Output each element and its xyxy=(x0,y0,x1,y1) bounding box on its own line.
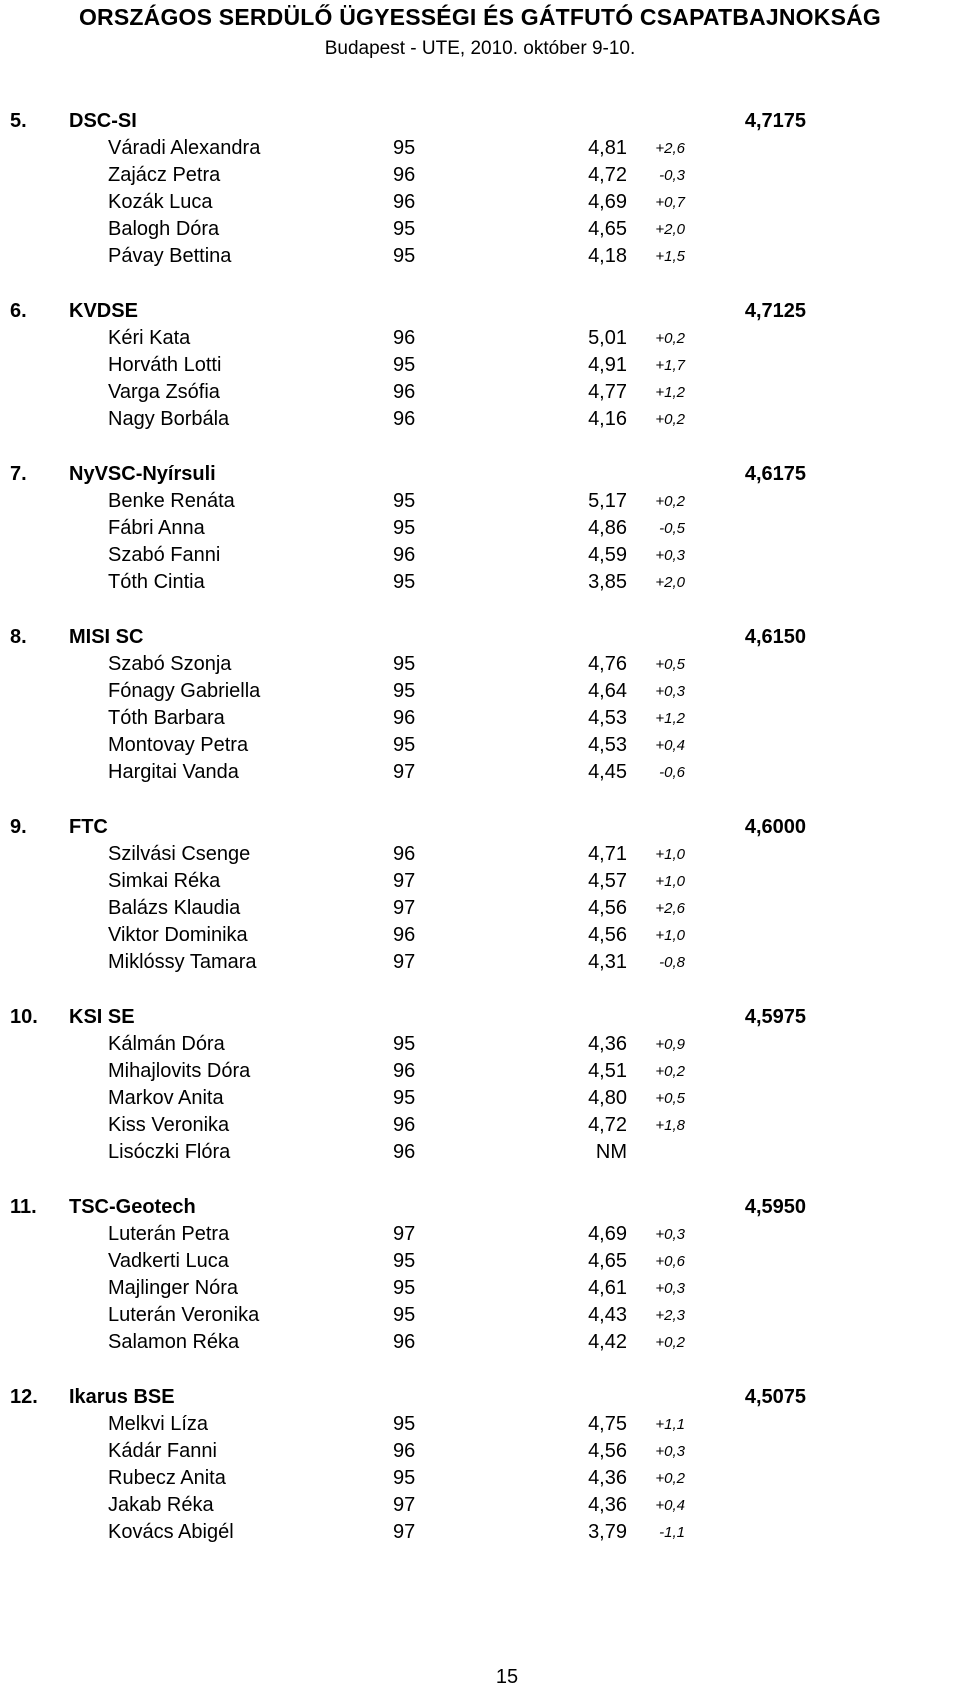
team-block xyxy=(0,624,960,786)
team-score: 4,5975 xyxy=(744,1006,806,1028)
athlete-birth-year: 97 xyxy=(393,1223,416,1245)
athlete-row xyxy=(0,542,960,569)
athlete-name: Majlinger Nóra xyxy=(108,1277,239,1299)
athlete-row xyxy=(0,1302,960,1329)
athlete-result: 4,53 xyxy=(588,734,627,756)
athlete-result: NM xyxy=(595,1141,627,1163)
team-name: MISI SC xyxy=(69,626,144,648)
athlete-birth-year: 95 xyxy=(393,1087,416,1109)
athlete-wind: +1,2 xyxy=(655,710,685,727)
athlete-wind: +0,4 xyxy=(655,737,685,754)
athlete-wind: -0,5 xyxy=(659,520,685,537)
athlete-wind: +1,7 xyxy=(655,357,685,374)
athlete-wind: +0,2 xyxy=(655,411,685,428)
team-block xyxy=(0,1004,960,1166)
athlete-row xyxy=(0,325,960,352)
athlete-result: 4,81 xyxy=(588,137,627,159)
athlete-wind: +2,0 xyxy=(655,574,685,591)
page-number: 15 xyxy=(495,1666,519,1688)
athlete-birth-year: 95 xyxy=(393,571,416,593)
athlete-result: 4,71 xyxy=(588,843,627,865)
athlete-row xyxy=(0,1058,960,1085)
athlete-name: Markov Anita xyxy=(108,1087,224,1109)
athlete-name: Tóth Cintia xyxy=(108,571,205,593)
team-block xyxy=(0,461,960,596)
athlete-wind: +0,2 xyxy=(655,1063,685,1080)
athlete-wind: +0,2 xyxy=(655,493,685,510)
athlete-result: 4,18 xyxy=(588,245,627,267)
athlete-birth-year: 95 xyxy=(393,218,416,240)
athlete-wind: +0,3 xyxy=(655,1226,685,1243)
athlete-row xyxy=(0,1411,960,1438)
athlete-result: 4,36 xyxy=(588,1033,627,1055)
athlete-wind: +1,2 xyxy=(655,384,685,401)
team-name: NyVSC-Nyírsuli xyxy=(69,463,216,485)
athlete-birth-year: 96 xyxy=(393,1114,416,1136)
athlete-row xyxy=(0,895,960,922)
athlete-row xyxy=(0,1085,960,1112)
team-rank: 12. xyxy=(10,1386,38,1408)
document-subtitle: Budapest - UTE, 2010. október 9-10. xyxy=(324,38,636,59)
athlete-row xyxy=(0,1438,960,1465)
team-block xyxy=(0,108,960,270)
athlete-wind: +2,6 xyxy=(655,900,685,917)
athlete-result: 4,76 xyxy=(588,653,627,675)
athlete-result: 4,72 xyxy=(588,1114,627,1136)
athlete-result: 4,36 xyxy=(588,1467,627,1489)
athlete-birth-year: 95 xyxy=(393,1250,416,1272)
team-header xyxy=(0,1384,960,1411)
athlete-row xyxy=(0,1139,960,1166)
team-header xyxy=(0,108,960,135)
athlete-wind: -1,1 xyxy=(659,1524,685,1541)
team-name: KSI SE xyxy=(69,1006,135,1028)
team-score: 4,7125 xyxy=(744,300,806,322)
athlete-birth-year: 96 xyxy=(393,327,416,349)
team-name: DSC-SI xyxy=(69,110,137,132)
team-score: 4,6000 xyxy=(744,816,806,838)
athlete-row xyxy=(0,1329,960,1356)
athlete-birth-year: 95 xyxy=(393,734,416,756)
athlete-name: Horváth Lotti xyxy=(108,354,222,376)
athlete-name: Kéri Kata xyxy=(108,327,191,349)
athlete-result: 4,43 xyxy=(588,1304,627,1326)
team-header xyxy=(0,1004,960,1031)
athlete-name: Tóth Barbara xyxy=(108,707,225,729)
athlete-result: 4,80 xyxy=(588,1087,627,1109)
athlete-row xyxy=(0,1465,960,1492)
athlete-birth-year: 96 xyxy=(393,164,416,186)
athlete-row xyxy=(0,216,960,243)
athlete-birth-year: 95 xyxy=(393,245,416,267)
athlete-wind: +1,8 xyxy=(655,1117,685,1134)
athlete-name: Lisóczki Flóra xyxy=(108,1141,231,1163)
athlete-name: Salamon Réka xyxy=(108,1331,240,1353)
athlete-row xyxy=(0,678,960,705)
athlete-birth-year: 96 xyxy=(393,924,416,946)
athlete-birth-year: 95 xyxy=(393,1033,416,1055)
athlete-birth-year: 97 xyxy=(393,761,416,783)
athlete-name: Balogh Dóra xyxy=(108,218,220,240)
athlete-name: Fábri Anna xyxy=(108,517,205,539)
athlete-wind: -0,8 xyxy=(659,954,685,971)
team-block xyxy=(0,1384,960,1546)
athlete-result: 4,16 xyxy=(588,408,627,430)
athlete-row xyxy=(0,406,960,433)
athlete-row xyxy=(0,1519,960,1546)
athlete-row xyxy=(0,759,960,786)
team-header xyxy=(0,298,960,325)
athlete-result: 4,72 xyxy=(588,164,627,186)
team-block xyxy=(0,1194,960,1356)
athlete-name: Varga Zsófia xyxy=(108,381,220,403)
athlete-row xyxy=(0,732,960,759)
athlete-name: Montovay Petra xyxy=(108,734,249,756)
athlete-row xyxy=(0,1221,960,1248)
team-rank: 10. xyxy=(10,1006,38,1028)
athlete-birth-year: 95 xyxy=(393,680,416,702)
athlete-birth-year: 95 xyxy=(393,653,416,675)
athlete-birth-year: 96 xyxy=(393,707,416,729)
athlete-wind: +2,3 xyxy=(655,1307,685,1324)
athlete-name: Fónagy Gabriella xyxy=(108,680,261,702)
athlete-row xyxy=(0,488,960,515)
team-rank: 5. xyxy=(10,110,27,132)
athlete-birth-year: 95 xyxy=(393,1467,416,1489)
athlete-birth-year: 97 xyxy=(393,870,416,892)
athlete-birth-year: 95 xyxy=(393,517,416,539)
athlete-birth-year: 95 xyxy=(393,490,416,512)
athlete-wind: +2,0 xyxy=(655,221,685,238)
athlete-row xyxy=(0,162,960,189)
athlete-row xyxy=(0,379,960,406)
athlete-result: 4,75 xyxy=(588,1413,627,1435)
athlete-name: Mihajlovits Dóra xyxy=(108,1060,251,1082)
athlete-birth-year: 96 xyxy=(393,191,416,213)
athlete-row xyxy=(0,135,960,162)
athlete-name: Melkvi Líza xyxy=(108,1413,209,1435)
athlete-birth-year: 97 xyxy=(393,1521,416,1543)
athlete-result: 4,61 xyxy=(588,1277,627,1299)
athlete-result: 4,53 xyxy=(588,707,627,729)
team-rank: 11. xyxy=(10,1196,37,1218)
athlete-result: 4,64 xyxy=(588,680,627,702)
athlete-birth-year: 96 xyxy=(393,544,416,566)
athlete-result: 4,77 xyxy=(588,381,627,403)
athlete-wind: +0,5 xyxy=(655,1090,685,1107)
athlete-name: Pávay Bettina xyxy=(108,245,232,267)
athlete-name: Kálmán Dóra xyxy=(108,1033,225,1055)
athlete-row xyxy=(0,1248,960,1275)
athlete-birth-year: 97 xyxy=(393,1494,416,1516)
athlete-name: Benke Renáta xyxy=(108,490,235,512)
athlete-name: Szilvási Csenge xyxy=(108,843,251,865)
team-name: Ikarus BSE xyxy=(69,1386,175,1408)
athlete-wind: -0,3 xyxy=(659,167,685,184)
team-score: 4,5950 xyxy=(744,1196,806,1218)
team-header xyxy=(0,1194,960,1221)
athlete-name: Kádár Fanni xyxy=(108,1440,217,1462)
athlete-result: 4,59 xyxy=(588,544,627,566)
athlete-birth-year: 95 xyxy=(393,137,416,159)
athlete-wind: +0,3 xyxy=(655,1280,685,1297)
athlete-name: Jakab Réka xyxy=(108,1494,214,1516)
athlete-wind: +2,6 xyxy=(655,140,685,157)
athlete-name: Váradi Alexandra xyxy=(108,137,261,159)
team-name: TSC-Geotech xyxy=(69,1196,196,1218)
team-header xyxy=(0,624,960,651)
athlete-row xyxy=(0,1112,960,1139)
athlete-birth-year: 95 xyxy=(393,354,416,376)
athlete-name: Kozák Luca xyxy=(108,191,213,213)
athlete-row xyxy=(0,515,960,542)
athlete-birth-year: 95 xyxy=(393,1277,416,1299)
athlete-row xyxy=(0,189,960,216)
athlete-name: Viktor Dominika xyxy=(108,924,248,946)
athlete-wind: +1,0 xyxy=(655,846,685,863)
athlete-row xyxy=(0,1275,960,1302)
athlete-row xyxy=(0,569,960,596)
athlete-result: 4,42 xyxy=(588,1331,627,1353)
athlete-birth-year: 97 xyxy=(393,951,416,973)
athlete-name: Miklóssy Tamara xyxy=(108,951,257,973)
athlete-row xyxy=(0,841,960,868)
athlete-result: 4,69 xyxy=(588,1223,627,1245)
athlete-wind: +1,5 xyxy=(655,248,685,265)
athlete-result: 4,91 xyxy=(588,354,627,376)
athlete-birth-year: 96 xyxy=(393,1141,416,1163)
team-rank: 6. xyxy=(10,300,27,322)
athlete-result: 4,31 xyxy=(588,951,627,973)
team-header xyxy=(0,461,960,488)
team-score: 4,5075 xyxy=(744,1386,806,1408)
athlete-result: 4,56 xyxy=(588,924,627,946)
athlete-birth-year: 96 xyxy=(393,1440,416,1462)
athlete-wind: +0,2 xyxy=(655,1334,685,1351)
team-name: FTC xyxy=(69,816,108,838)
athlete-birth-year: 96 xyxy=(393,381,416,403)
athlete-wind: +0,6 xyxy=(655,1253,685,1270)
athlete-row xyxy=(0,949,960,976)
team-rank: 7. xyxy=(10,463,27,485)
athlete-result: 4,56 xyxy=(588,897,627,919)
athlete-birth-year: 95 xyxy=(393,1304,416,1326)
athlete-row xyxy=(0,1031,960,1058)
athlete-row xyxy=(0,352,960,379)
athlete-name: Hargitai Vanda xyxy=(108,761,239,783)
athlete-wind: +0,4 xyxy=(655,1497,685,1514)
athlete-result: 4,57 xyxy=(588,870,627,892)
athlete-birth-year: 96 xyxy=(393,1060,416,1082)
athlete-name: Luterán Veronika xyxy=(108,1304,260,1326)
athlete-result: 4,56 xyxy=(588,1440,627,1462)
team-score: 4,6150 xyxy=(744,626,806,648)
athlete-wind: +0,3 xyxy=(655,683,685,700)
athlete-wind: +0,3 xyxy=(655,547,685,564)
athlete-wind: +0,2 xyxy=(655,1470,685,1487)
athlete-name: Luterán Petra xyxy=(108,1223,230,1245)
athlete-row xyxy=(0,651,960,678)
athlete-row xyxy=(0,922,960,949)
athlete-birth-year: 96 xyxy=(393,843,416,865)
team-block xyxy=(0,814,960,976)
athlete-name: Rubecz Anita xyxy=(108,1467,226,1489)
athlete-wind: +0,2 xyxy=(655,330,685,347)
athlete-result: 4,51 xyxy=(588,1060,627,1082)
athlete-name: Kovács Abigél xyxy=(108,1521,234,1543)
athlete-result: 5,01 xyxy=(588,327,627,349)
athlete-result: 4,65 xyxy=(588,218,627,240)
athlete-row xyxy=(0,243,960,270)
athlete-wind: +0,7 xyxy=(655,194,685,211)
athlete-birth-year: 97 xyxy=(393,897,416,919)
athlete-name: Kiss Veronika xyxy=(108,1114,230,1136)
athlete-row xyxy=(0,868,960,895)
athlete-wind: +1,1 xyxy=(655,1416,685,1433)
athlete-birth-year: 96 xyxy=(393,1331,416,1353)
team-score: 4,7175 xyxy=(744,110,806,132)
athlete-name: Zajácz Petra xyxy=(108,164,221,186)
athlete-birth-year: 96 xyxy=(393,408,416,430)
athlete-name: Szabó Fanni xyxy=(108,544,221,566)
team-header xyxy=(0,814,960,841)
athlete-wind: +0,5 xyxy=(655,656,685,673)
athlete-result: 5,17 xyxy=(588,490,627,512)
athlete-name: Simkai Réka xyxy=(108,870,221,892)
athlete-wind: +1,0 xyxy=(655,927,685,944)
team-score: 4,6175 xyxy=(744,463,806,485)
athlete-row xyxy=(0,1492,960,1519)
athlete-wind: +0,3 xyxy=(655,1443,685,1460)
athlete-result: 4,36 xyxy=(588,1494,627,1516)
team-results-list xyxy=(0,108,960,1574)
athlete-name: Szabó Szonja xyxy=(108,653,232,675)
athlete-result: 4,45 xyxy=(588,761,627,783)
athlete-wind: +1,0 xyxy=(655,873,685,890)
athlete-wind: +0,9 xyxy=(655,1036,685,1053)
athlete-name: Balázs Klaudia xyxy=(108,897,241,919)
team-block xyxy=(0,298,960,433)
athlete-birth-year: 95 xyxy=(393,1413,416,1435)
athlete-result: 4,69 xyxy=(588,191,627,213)
athlete-result: 4,86 xyxy=(588,517,627,539)
team-rank: 9. xyxy=(10,816,27,838)
athlete-name: Vadkerti Luca xyxy=(108,1250,229,1272)
athlete-result: 3,79 xyxy=(588,1521,627,1543)
document-title: ORSZÁGOS SERDÜLŐ ÜGYESSÉGI ÉS GÁTFUTÓ CSAPATBAJNOKSÁG xyxy=(78,4,882,30)
athlete-wind: -0,6 xyxy=(659,764,685,781)
athlete-result: 3,85 xyxy=(588,571,627,593)
athlete-row xyxy=(0,705,960,732)
athlete-result: 4,65 xyxy=(588,1250,627,1272)
athlete-name: Nagy Borbála xyxy=(108,408,230,430)
team-name: KVDSE xyxy=(69,300,138,322)
team-rank: 8. xyxy=(10,626,27,648)
